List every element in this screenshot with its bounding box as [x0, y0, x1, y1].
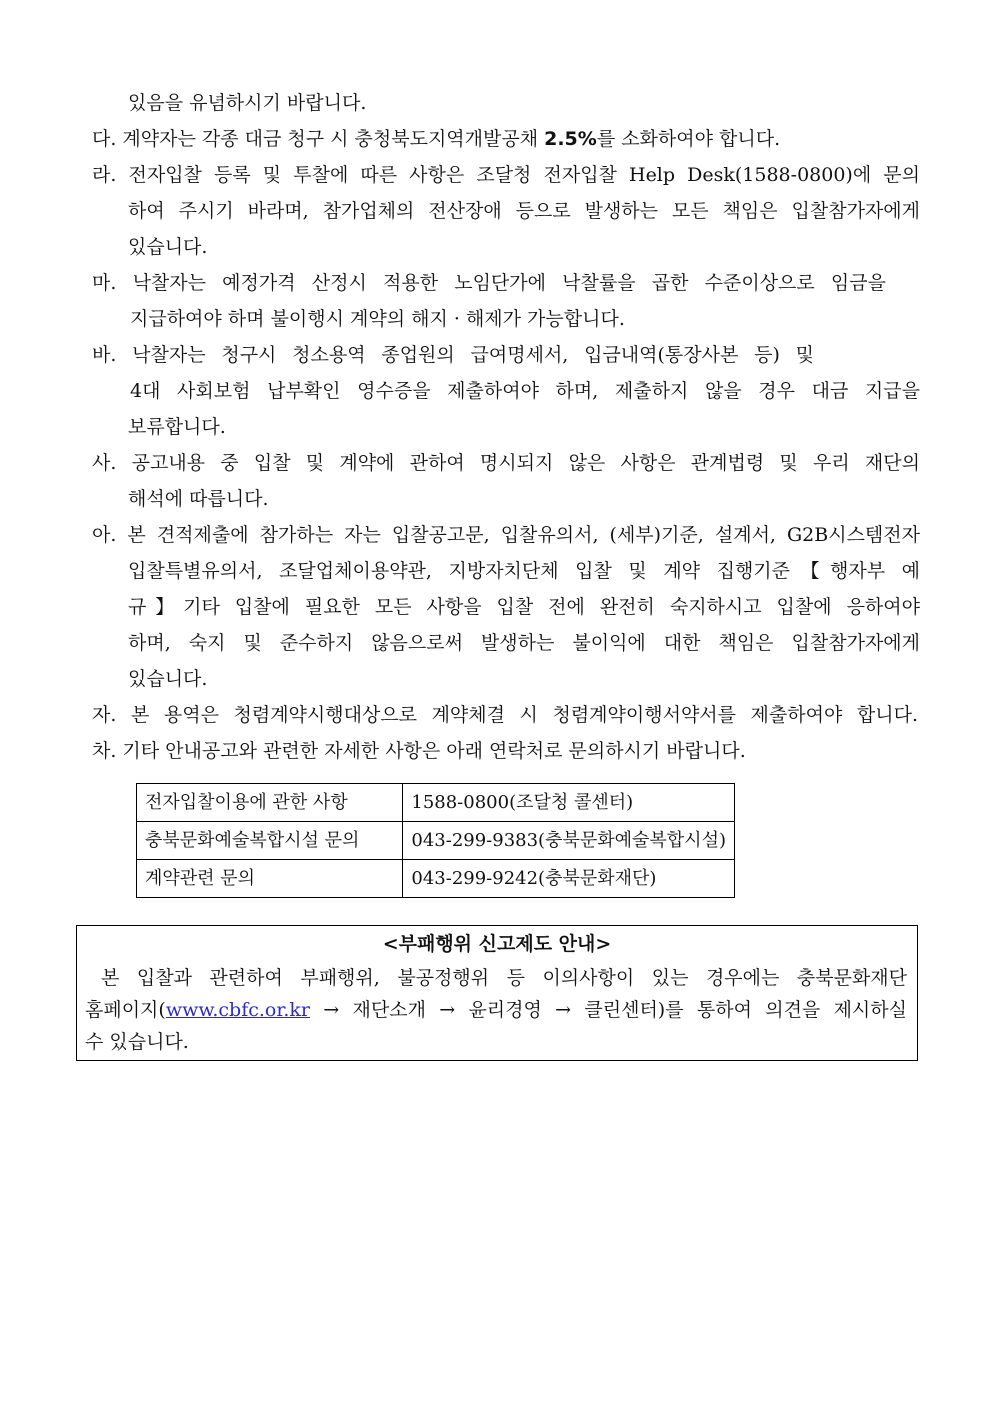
item-a-cont-3: 하며, 숙지 및 준수하지 않음으로써 발생하는 불이익에 대한 책임은 입찰참가자에게 [128, 632, 920, 654]
notice-line-2-post: → 재단소개 → 윤리경영 → 클린센터)를 통하여 의견을 제시하실 [310, 999, 907, 1021]
item-ma: 마. 낙찰자는 예정가격 산정시 적용한 노임단가에 낙찰률을 곱한 수준이상으로 임금을 [92, 272, 886, 294]
contact-table [136, 783, 735, 898]
item-a-end: 있습니다. [128, 668, 208, 690]
bond-rate: 2.5% [544, 128, 597, 150]
contact-value: 043-299-9383(충북문화예술복합시설) [403, 822, 735, 860]
notice-line-2 [85, 998, 907, 1022]
item-sa: 사. 공고내용 중 입찰 및 계약에 관하여 명시되지 않은 사항은 관계법령 및 우리 재단의 [92, 452, 920, 474]
contact-value: 1588-0800(조달청 콜센터) [403, 784, 735, 822]
notice-line-2-pre: 홈페이지( [85, 999, 166, 1021]
contact-label: 전자입찰이용에 관한 사항 [137, 784, 403, 822]
table-row [137, 784, 735, 822]
item-ba-cont: 4대 사회보험 납부확인 영수증을 제출하여야 하며, 제출하지 않을 경우 대금 지급을 [130, 380, 920, 402]
contact-label: 충북문화예술복합시설 문의 [137, 822, 403, 860]
table-row [137, 860, 735, 898]
item-ja: 자. 본 용역은 청렴계약시행대상으로 계약체결 시 청렴계약이행서약서를 제출하여야 합니다. [92, 704, 918, 726]
anti-corruption-notice-box [76, 925, 918, 1061]
item-a-cont-2: 규】기타 입찰에 필요한 모든 사항을 입찰 전에 완전히 숙지하시고 입찰에 응하여야 [128, 596, 920, 618]
contact-label: 계약관련 문의 [137, 860, 403, 898]
item-cha: 차. 기타 안내공고와 관련한 자세한 사항은 아래 연락처로 문의하시기 바랍니다. [92, 740, 746, 762]
homepage-link[interactable]: www.cbfc.or.kr [165, 999, 311, 1021]
item-a: 아. 본 견적제출에 참가하는 자는 입찰공고문, 입찰유의서, (세부)기준, 설계서, G2B시스템전자 [92, 524, 920, 546]
paragraph-line: 있음을 유념하시기 바랍니다. [128, 92, 367, 114]
notice-line-3: 수 있습니다. [85, 1031, 189, 1053]
item-a-cont-1: 입찰특별유의서, 조달업체이용약관, 지방자치단체 입찰 및 계약 집행기준【행자부 예 [128, 560, 920, 582]
item-da-text: 다. 계약자는 각종 대금 청구 시 충청북도지역개발공채 [92, 128, 545, 150]
notice-title: <부패행위 신고제도 안내> [382, 933, 612, 955]
contact-value: 043-299-9242(충북문화재단) [403, 860, 735, 898]
item-ra-cont: 하여 주시기 바라며, 참가업체의 전산장애 등으로 발생하는 모든 책임은 입찰참가자에게 [128, 200, 920, 222]
notice-line-1: 본 입찰과 관련하여 부패행위, 불공정행위 등 이의사항이 있는 경우에는 충북문화재단 [101, 967, 907, 989]
item-ba: 바. 낙찰자는 청구시 청소용역 종업원의 급여명세서, 입금내역(통장사본 등) 및 [92, 344, 814, 366]
item-da-text-end: 를 소화하여야 합니다. [596, 128, 781, 150]
item-sa-end: 해석에 따릅니다. [128, 488, 269, 510]
item-ma-cont: 지급하여야 하며 불이행시 계약의 해지 · 해제가 가능합니다. [130, 308, 625, 330]
item-ra-end: 있습니다. [128, 236, 208, 258]
item-da [92, 127, 780, 151]
item-ra: 라. 전자입찰 등록 및 투찰에 따른 사항은 조달청 전자입찰 Help Desk(1588-0800)에 문의 [92, 164, 920, 186]
table-row [137, 822, 735, 860]
item-ba-end: 보류합니다. [128, 416, 226, 438]
